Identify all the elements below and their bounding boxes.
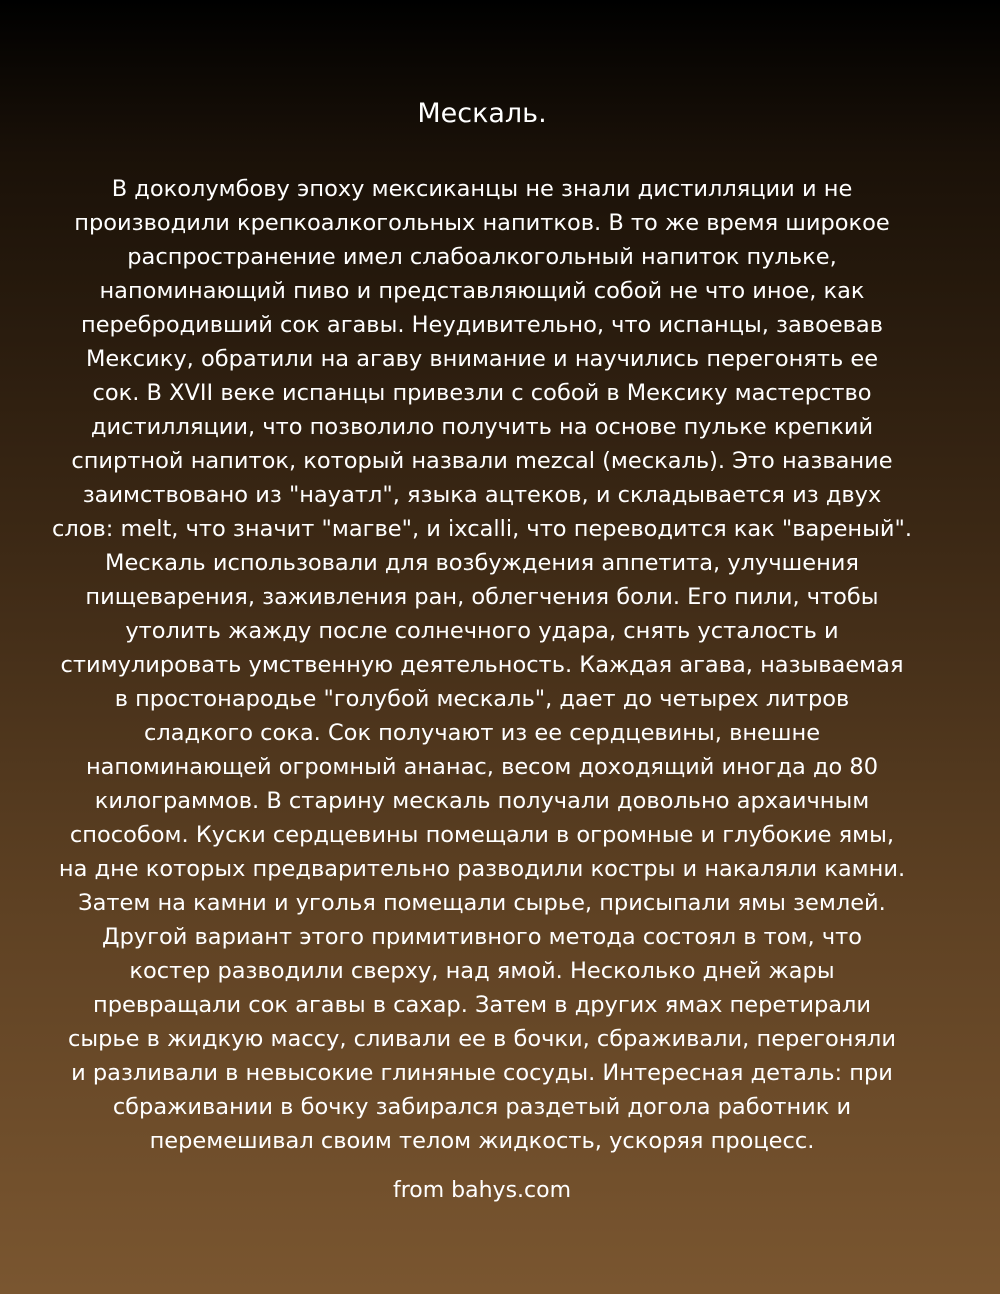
body-line: напоминающей огромный ананас, весом доходящий иногда до 80: [85, 754, 879, 780]
body-line: заимствовано из "науатл", языка ацтеков, и складывается из двух: [82, 482, 882, 508]
body-line: Мексику, обратили на агаву внимание и научились перегонять ее: [85, 346, 879, 372]
body-line: сбраживании в бочку забирался раздетый догола работник и: [112, 1094, 852, 1120]
body-line: Мескаль использовали для возбуждения аппетита, улучшения: [105, 550, 859, 576]
source-credit: from bahys.com: [392, 1178, 572, 1203]
body-line: слов: melt, что значит "магве", и ixcalli, что переводится как "вареный".: [51, 516, 913, 542]
body-line: распространение имел слабоалкогольный напиток пульке,: [127, 244, 837, 270]
body-line: на дне которых предварительно разводили костры и накаляли камни.: [58, 856, 906, 882]
body-line: пищеварения, заживления ран, облегчения боли. Его пили, чтобы: [85, 584, 879, 610]
body-line: напоминающий пиво и представляющий собой не что иное, как: [99, 278, 865, 304]
body-line: в простонародье "голубой мескаль", дает до четырех литров: [114, 686, 850, 712]
document-body: [38, 172, 926, 1158]
body-line: и разливали в невысокие глиняные сосуды. Интересная деталь: при: [71, 1060, 893, 1086]
body-line: Другой вариант этого примитивного метода состоял в том, что: [102, 924, 862, 950]
body-line: способом. Куски сердцевины помещали в огромные и глубокие ямы,: [69, 822, 895, 848]
body-line: сок. В XVII веке испанцы привезли с собой в Мексику мастерство: [92, 380, 872, 406]
body-line: стимулировать умственную деятельность. Каждая агава, называемая: [60, 652, 904, 678]
body-line: килограммов. В старину мескаль получали довольно архаичным: [94, 788, 870, 814]
body-line: утолить жажду после солнечного удара, снять усталость и: [125, 618, 839, 644]
body-line: производили крепкоалкогольных напитков. В то же время широкое: [74, 210, 890, 236]
body-line: Затем на камни и уголья помещали сырье, присыпали ямы землей.: [78, 890, 886, 916]
body-line: спиртной напиток, который назвали mezcal (мескаль). Это название: [71, 448, 893, 474]
body-line: перемешивал своим телом жидкость, ускоряя процесс.: [149, 1128, 815, 1154]
body-line: В доколумбову эпоху мексиканцы не знали дистилляции и не: [111, 176, 853, 202]
body-line: костер разводили сверху, над ямой. Несколько дней жары: [129, 958, 835, 984]
document-title: Мескаль.: [417, 98, 547, 129]
body-line: перебродивший сок агавы. Неудивительно, что испанцы, завоевав: [81, 312, 883, 338]
body-line: сырье в жидкую массу, сливали ее в бочки, сбраживали, перегоняли: [67, 1026, 897, 1052]
body-line: дистилляции, что позволило получить на основе пульке крепкий: [90, 414, 874, 440]
body-line: сладкого сока. Сок получают из ее сердцевины, внешне: [143, 720, 821, 746]
body-line: превращали сок агавы в сахар. Затем в других ямах перетирали: [92, 992, 872, 1018]
